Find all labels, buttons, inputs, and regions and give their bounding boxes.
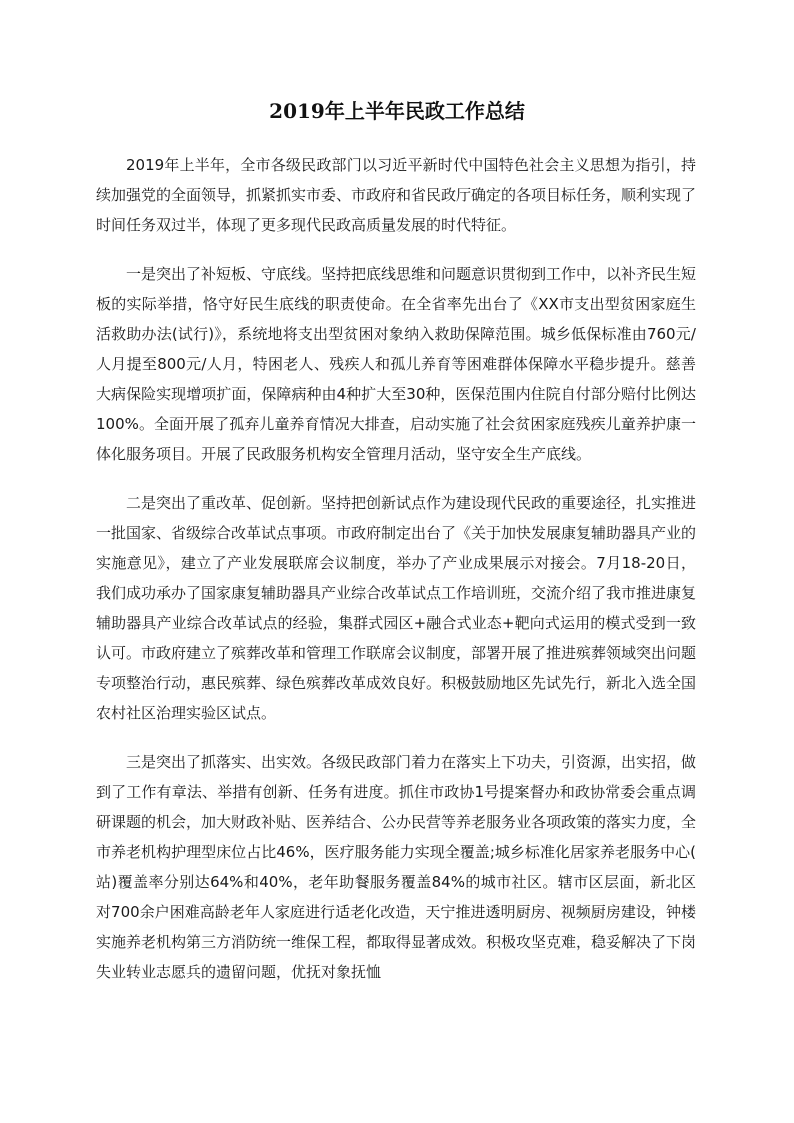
paragraph-shortboard: 一是突出了补短板、守底线。坚持把底线思维和问题意识贯彻到工作中，以补齐民生短板的实际举措，恪守好民生底线的职责使命。在全省率先出台了《XX市支出型贫困家庭生活救助办法(试行)》，系统地将支出型贫困对象纳入救助保障范围。城乡低保标准由760元/人月提至800元/人月，特困老人、残疾人和孤儿养育等困难群体保障水平稳步提升。慈善大病保险实现增项扩面，保障病种由4种扩大至30种，医保范围内住院自付部分赔付比例达100%。全面开展了孤弃儿童养育情况大排查，启动实施了社会贫困家庭残疾儿童养护康一体化服务项目。开展了民政服务机构安全管理月活动，坚守安全生产底线。 bbox=[96, 265, 697, 463]
document-title: 2019年上半年民政工作总结 bbox=[269, 99, 525, 123]
paragraph-implementation: 三是突出了抓落实、出实效。各级民政部门着力在落实上下功夫，引资源，出实招，做到了工作有章法、举措有创新、任务有进度。抓住市政协1号提案督办和政协常委会重点调研课题的机会，加大财政补贴、医养结合、公办民营等养老服务业各项政策的落实力度，全市养老机构护理型床位占比46%，医疗服务能力实现全覆盖;城乡标准化居家养老服务中心(站)覆盖率分别达64%和40%，老年助餐服务覆盖84%的城市社区。辖市区层面，新北区对700余户困难高龄老年人家庭进行适老化改造，天宁推进透明厨房、视频厨房建设，钟楼实施养老机构第三方消防统一维保工程，都取得显著成效。积极攻坚克难，稳妥解决了下岗失业转业志愿兵的遗留问题，优抚对象抚恤 bbox=[96, 753, 697, 981]
document-body bbox=[96, 150, 696, 987]
paragraph-reform: 二是突出了重改革、促创新。坚持把创新试点作为建设现代民政的重要途径，扎实推进一批国家、省级综合改革试点事项。市政府制定出台了《关于加快发展康复辅助器具产业的实施意见》，建立了产业发展联席会议制度，举办了产业成果展示对接会。7月18-20日，我们成功承办了国家康复辅助器具产业综合改革试点工作培训班，交流介绍了我市推进康复辅助器具产业综合改革试点的经验，集群式园区+融合式业态+靶向式运用的模式受到一致认可。市政府建立了殡葬改革和管理工作联席会议制度，部署开展了推进殡葬领域突出问题专项整治行动，惠民殡葬、绿色殡葬改革成效良好。积极鼓励地区先试先行，新北入选全国农村社区治理实验区试点。 bbox=[96, 494, 697, 722]
paragraph-intro: 2019年上半年，全市各级民政部门以习近平新时代中国特色社会主义思想为指引，持续加强党的全面领导，抓紧抓实市委、市政府和省民政厅确定的各项目标任务，顺利实现了时间任务双过半，体现了更多现代民政高质量发展的时代特征。 bbox=[96, 156, 697, 234]
